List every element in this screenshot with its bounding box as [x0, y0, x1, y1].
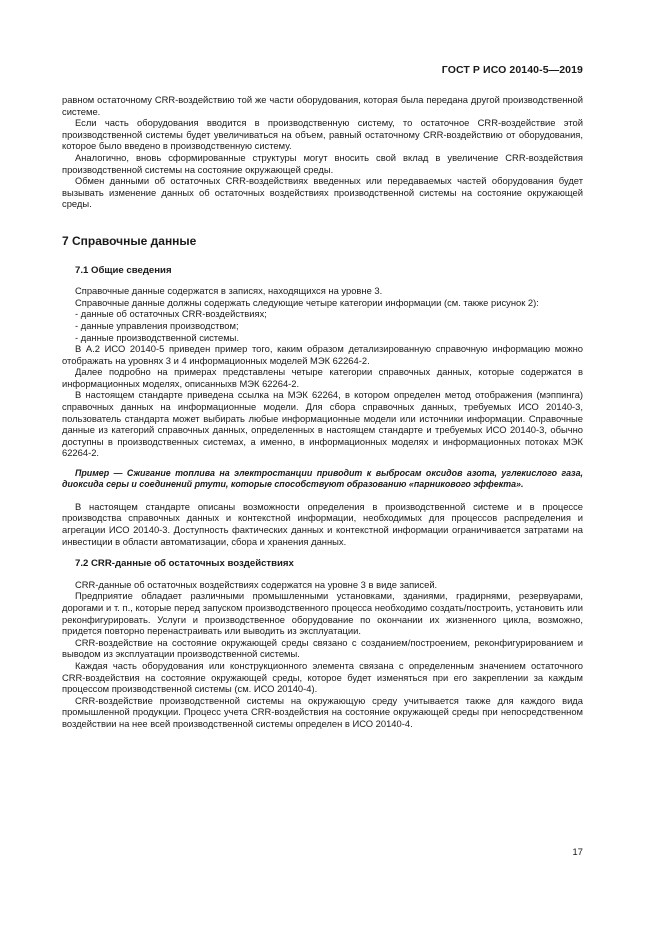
- list-item: - данные производственной системы.: [75, 331, 239, 343]
- intro-paragraph-1: равном остаточному CRR-воздействию той же части оборудования, которая была передана другой производственной системе.: [62, 94, 583, 117]
- s72-paragraph-5: CRR-воздействие производственной системы на окружающую среду учитывается также для каждого вида промышленной продукции. Процесс учета CRR-воздействия на состояние окружающей среды при непосредственном воздействии на нее всей производственной системы определен в ИСО 20140-4.: [62, 694, 583, 729]
- section-7-title: 7 Справочные данные: [62, 233, 197, 248]
- s72-paragraph-3: CRR-воздействие на состояние окружающей среды связано с созданием/построением, реконфигурированием и выводом из эксплуатации производственной системы.: [62, 636, 583, 660]
- document-code-header: ГОСТ Р ИСО 20140-5—2019: [441, 64, 583, 76]
- s71-paragraph-5: В настоящем стандарте приведена ссылка на МЭК 62264, в котором определен метод отображения (мэппинга) справочных данных на информационные модели. Для сбора справочных данных, требуемых ИСО 20140-3, пользователь стандарта может выбирать любые информационные модели или источники информации. Справочные данные из категорий справочных данных, определенных в настоящем стандарте и требуемых ИСО 20140-3, обычно доступны в производственных системах, а именно, в информационных моделях и информационных потоках МЭК 62264-2.: [62, 389, 583, 459]
- intro-paragraph-3: Аналогично, вновь сформированные структуры могут вносить свой вклад в увеличение CRR-воздействия производственной системы на состояние окружающей среды.: [62, 151, 583, 175]
- s72-paragraph-4: Каждая часть оборудования или конструкционного элемента связана с определенным значением остаточного CRR-воздействия на состояние окружающей среды, которое будет изменяться при его закреплении за каждым процессом производственной системы (см. ИСО 20140-4).: [62, 659, 583, 695]
- s72-paragraph-2: Предприятие обладает различными промышленными установками, зданиями, градирнями, резервуарами, дорогами и т. п., которые перед запуском производственного процесса необходимо создать/построить, установить или реконфигурировать. Услуги и производственное оборудование по окончании их жизненного цикла, возможно, придется повторно перенастраивать или выводить из эксплуатации.: [62, 590, 583, 637]
- list-item: - данные об остаточных CRR-воздействиях;: [75, 308, 267, 320]
- s71-paragraph-1: Справочные данные содержатся в записях, находящихся на уровне 3.: [75, 285, 383, 297]
- page-number: 17: [572, 847, 583, 858]
- intro-paragraph-4: Обмен данными об остаточных CRR-воздействиях введенных или передаваемых частей оборудования будет вызывать изменение данных об остаточных воздействиях производственной системы на состояние окружающей среды.: [62, 175, 583, 210]
- s72-paragraph-1: CRR-данные об остаточных воздействиях содержатся на уровне 3 в виде записей.: [75, 578, 438, 590]
- s71-example: Пример — Сжигание топлива на электростанции приводит к выбросам оксидов азота, углекислого газа, диоксида серы и соединений ртути, которые способствуют образованию «парникового эффекта».: [62, 468, 583, 490]
- s71-category-list: [62, 308, 583, 343]
- s71-paragraph-2: Справочные данные должны содержать следующие четыре категории информации (см. также рисунок 2):: [75, 296, 539, 308]
- intro-paragraph-2: Если часть оборудования вводится в производственную систему, то остаточное CRR-воздействие этой производственной системы будет увеличиваться на объем, равный остаточному CRR-воздействию от оборудования, которое было введено в производственную систему.: [62, 117, 583, 152]
- s71-paragraph-6: В настоящем стандарте описаны возможности определения в производственной системе и в процессе производства справочных данных и контекстной информации, необходимых для процессов распределения и агрегации ИСО 20140-3. Доступность фактических данных и контекстной информации ограничивается затратами на инвестиции в области автоматизации, сбора и хранения данных.: [62, 500, 583, 547]
- section-7-1-title: 7.1 Общие сведения: [75, 264, 172, 276]
- section-7-2-title: 7.2 CRR-данные об остаточных воздействиях: [75, 558, 294, 570]
- s71-paragraph-3: В А.2 ИСО 20140-5 приведен пример того, каким образом детализированную справочную информацию можно отображать на уровнях 3 и 4 информационных моделей МЭК 62264-2.: [62, 343, 583, 366]
- list-item: - данные управления производством;: [75, 319, 239, 331]
- s71-paragraph-4: Далее подробно на примерах представлены четыре категории справочных данных, которые содержатся в информационных моделях, описанныхв МЭК 62264-2.: [62, 366, 583, 389]
- page-body: [62, 94, 583, 730]
